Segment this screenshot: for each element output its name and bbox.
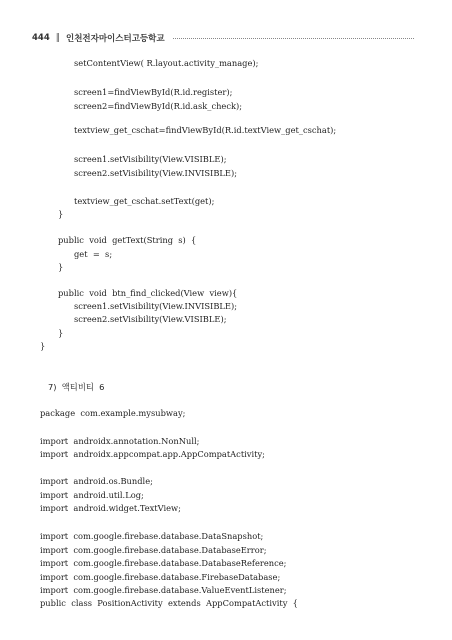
- code-line: import com.google.firebase.database.FirebaseDatabase;: [40, 572, 281, 582]
- page-number: 444: [32, 33, 50, 43]
- code-line: import android.widget.TextView;: [40, 503, 181, 513]
- code-line: textview_get_cschat=findViewById(R.id.textView_get_cschat);: [74, 125, 337, 135]
- code-line: screen2.setVisibility(View.VISIBLE);: [74, 314, 227, 324]
- code-line: screen2.setVisibility(View.INVISIBLE);: [74, 168, 238, 178]
- code-line: }: [40, 341, 46, 351]
- header-separator: ‖: [55, 33, 60, 43]
- code-line: import android.util.Log;: [40, 490, 144, 500]
- section-heading: 7) 액티비티 6: [48, 382, 105, 392]
- code-line: import com.google.firebase.database.DatabaseReference;: [40, 558, 287, 568]
- code-line: import androidx.annotation.NonNull;: [40, 436, 200, 446]
- code-line: import android.os.Bundle;: [40, 476, 153, 486]
- code-line: screen2=findViewById(R.id.ask_check);: [74, 101, 243, 111]
- code-line: screen1.setVisibility(View.VISIBLE);: [74, 154, 227, 164]
- code-line: screen1=findViewById(R.id.register);: [74, 87, 233, 97]
- code-line: package com.example.mysubway;: [40, 408, 186, 418]
- code-line: public class PositionActivity extends AppCompatActivity {: [40, 598, 298, 608]
- code-line: public void getText(String s) {: [58, 235, 197, 245]
- code-line: screen1.setVisibility(View.INVISIBLE);: [74, 301, 238, 311]
- code-line: import com.google.firebase.database.DataSnapshot;: [40, 531, 264, 541]
- code-line: import com.google.firebase.database.ValueEventListener;: [40, 585, 287, 595]
- code-line: }: [58, 328, 64, 338]
- code-line: import com.google.firebase.database.DatabaseError;: [40, 545, 267, 555]
- code-line: setContentView( R.layout.activity_manage);: [74, 58, 259, 68]
- code-line: get = s;: [74, 249, 113, 259]
- code-line: }: [58, 262, 64, 272]
- code-line: }: [58, 209, 64, 219]
- code-line: import androidx.appcompat.app.AppCompatActivity;: [40, 449, 265, 459]
- code-line: public void btn_find_clicked(View view){: [58, 288, 238, 298]
- header-title: 인천전자마이스터고등학교: [66, 34, 165, 44]
- code-line: textview_get_cschat.setText(get);: [74, 196, 215, 206]
